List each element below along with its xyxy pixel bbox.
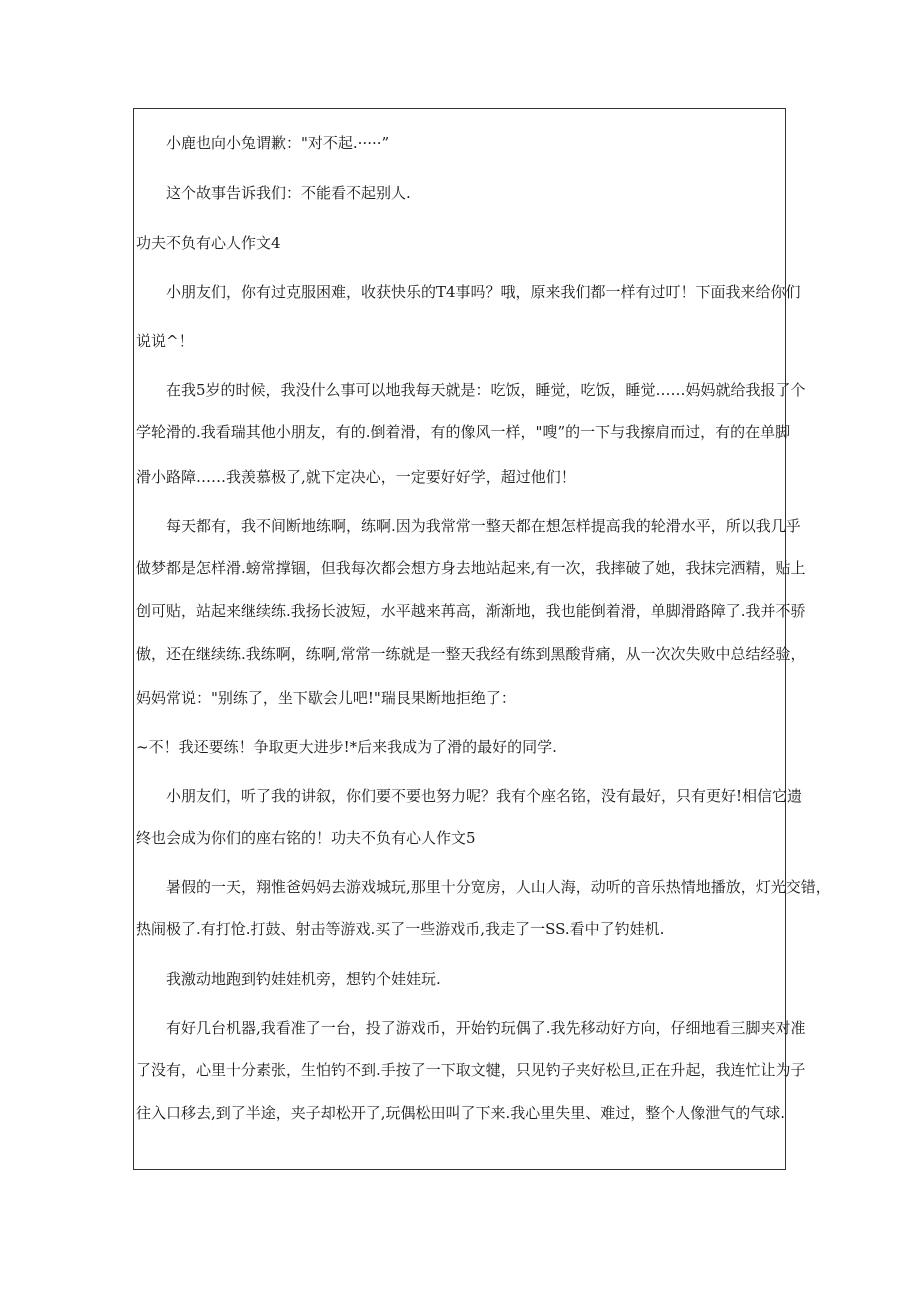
text-line-14: ~不！我还要练！争取更大进步!*后来我成为了滑的最好的同学. (136, 738, 557, 756)
text-line-2: 这个故事告诉我们：不能看不起别人. (166, 184, 411, 202)
text-line-12: 傲，还在继续练.我练啊，练啊,常常一练就是一整天我经有练到黑酸背痛，从一次次失败中总结经验， (136, 645, 806, 663)
text-line-4: 小朋友们，你有过克服困难，收获快乐的T4事吗？哦，原来我们都一样有过叮！下面我来给你们 (166, 283, 801, 301)
text-line-1: 小鹿也向小兔谓歉："对不起.·····” (166, 134, 390, 152)
text-line-16: 终也会成为你们的座右铭的！功夫不负有心人作文5 (136, 829, 476, 847)
text-line-21: 了没有，心里十分素张，生怕钓不到.手按了一下取文犍，只见钓子夹好松旦,正在升起，我连忙让为子 (136, 1061, 806, 1079)
text-line-6: 在我5岁的时候，我没什么事可以地我每天就是：吃饭，睡觉，吃饭，睡觉……妈妈就给我报了个 (166, 381, 806, 399)
text-line-9: 每天都有，我不间断地练啊，练啊.因为我常常一整天都在想怎样提高我的轮滑水平，所以我几乎 (166, 517, 801, 535)
text-line-17: 暑假的一天，翔惟爸妈妈去游戏城玩,那里十分宽房，人山人海，动听的音乐热情地播放，灯光交错， (166, 878, 831, 896)
text-line-5: 说说^！ (136, 332, 194, 350)
text-line-20: 有好几台机器,我看准了一台，投了游戏币，开始钓玩偶了.我先移动好方向，仔细地看三脚夹对准 (166, 1019, 806, 1037)
text-line-7: 学轮滑的.我看瑞其他小朋友，有的.倒着滑，有的像风一样，"嗖”的一下与我擦肩而过，有的在单脚 (136, 423, 791, 441)
text-line-11: 创可贴，站起来继续练.我扬长波短，水平越来苒高，渐渐地，我也能倒着滑，单脚滑路障了.我并不骄 (136, 602, 806, 620)
text-line-10: 做梦都是怎样滑.螃常撑锢，但我每次都会想方身去地站起来,有一次，我摔破了她，我抹完洒精，贴上 (136, 559, 806, 577)
section-heading-4: 功夫不负有心人作文4 (136, 234, 281, 252)
text-line-22: 往入口移去,到了半途，夹子却松开了,玩偶松田叫了下来.我心里失里、难过，整个人像泄气的气球. (136, 1104, 786, 1122)
text-line-13: 妈妈常说："别练了，坐下歇会儿吧!"瑞艮果断地拒绝了： (136, 689, 516, 707)
text-line-8: 滑小路障……我羡慕极了,就下定决心，一定要好好学，超过他们！ (136, 468, 576, 486)
text-line-15: 小朋友们，听了我的讲叙，你们要不要也努力呢？我有个座名铭，没有最好，只有更好!相信它遗 (166, 787, 803, 805)
text-line-18: 热闹极了.有打怆.打鼓、射击等游戏.买了一些游戏币,我走了一SS.看中了钓娃机. (136, 920, 665, 938)
text-line-19: 我激动地跑到钓娃娃机旁，想钓个娃娃玩. (166, 970, 441, 988)
